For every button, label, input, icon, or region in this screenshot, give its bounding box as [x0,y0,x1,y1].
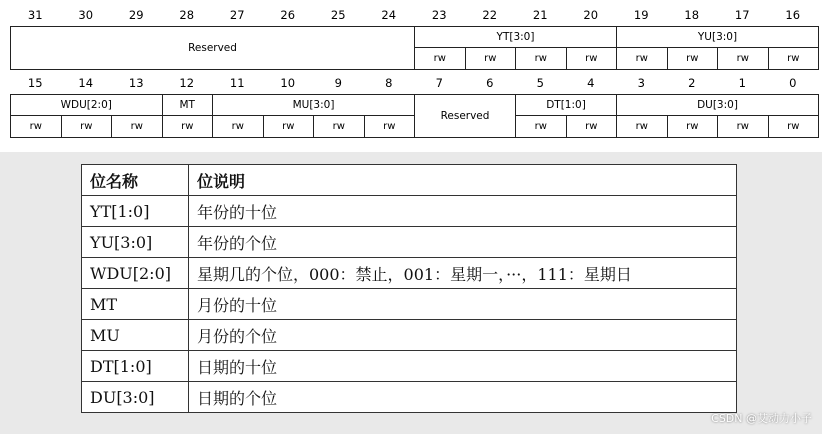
watermark: CSDN @艾动力小子 [711,412,812,425]
bit-number: 15 [27,76,43,90]
bit-number: 24 [381,8,397,22]
register-field-name: YT[3:0] [414,26,617,48]
access-type: rw [616,115,668,138]
bit-number: 19 [633,8,649,22]
access-type: rw [212,115,264,138]
bit-number: 23 [431,8,447,22]
bit-number: 20 [583,8,599,22]
bit-number: 29 [128,8,144,22]
access-type: rw [768,115,820,138]
bit-number: 16 [785,8,801,22]
bit-number: 11 [229,76,245,90]
access-type: rw [364,115,416,138]
bit-number: 22 [482,8,498,22]
access-type: rw [162,115,214,138]
register-field-name: YU[3:0] [616,26,819,48]
access-type: rw [616,47,668,70]
bit-description-cell: 日期的个位 [189,382,737,413]
table-row [82,382,737,413]
bit-number: 17 [734,8,750,22]
access-type: rw [313,115,365,138]
table-row [82,351,737,382]
bit-description-cell: 月份的个位 [189,320,737,351]
access-type: rw [111,115,163,138]
access-type: rw [10,115,62,138]
bit-description-cell: 日期的十位 [189,351,737,382]
bit-number: 7 [435,76,443,90]
table-row [82,196,737,227]
table-row [82,227,737,258]
bit-name-cell: DU[3:0] [82,382,189,413]
access-type: rw [414,47,466,70]
table-header-row [82,165,737,196]
register-field-name: MU[3:0] [212,94,415,116]
bit-description-cell: 月份的十位 [189,289,737,320]
bit-number: 5 [536,76,544,90]
bit-number: 6 [486,76,494,90]
bit-number: 12 [179,76,195,90]
access-type: rw [515,47,567,70]
bit-number: 14 [78,76,94,90]
bit-number: 28 [179,8,195,22]
access-type: rw [667,47,719,70]
table-row [82,320,737,351]
bit-name-cell: MU [82,320,189,351]
bit-number: 1 [738,76,746,90]
access-type: rw [263,115,315,138]
bit-description-cell: 位说明 [189,165,737,196]
access-type: rw [566,47,618,70]
bit-name-cell: YT[1:0] [82,196,189,227]
access-type: rw [465,47,517,70]
access-type: rw [768,47,820,70]
bit-number: 25 [330,8,346,22]
access-type: rw [566,115,618,138]
bit-number: 9 [334,76,342,90]
bit-name-cell: DT[1:0] [82,351,189,382]
register-field-name: Reserved [10,26,415,70]
access-type: rw [717,115,769,138]
bit-number: 30 [78,8,94,22]
bit-number: 4 [587,76,595,90]
access-type: rw [61,115,113,138]
bit-name-cell: WDU[2:0] [82,258,189,289]
register-field-name: DT[1:0] [515,94,617,116]
bit-name-cell: YU[3:0] [82,227,189,258]
bit-name-cell: 位名称 [82,165,189,196]
access-type: rw [717,47,769,70]
bit-number: 13 [128,76,144,90]
register-diagram [0,0,822,152]
bit-number: 21 [532,8,548,22]
bit-number: 31 [27,8,43,22]
bit-number: 3 [637,76,645,90]
bit-number: 10 [280,76,296,90]
bit-number: 0 [789,76,797,90]
bit-description-cell: 星期几的个位，000：禁止，001：星期一，···，111：星期日 [189,258,737,289]
bit-name-cell: MT [82,289,189,320]
register-field-name: DU[3:0] [616,94,819,116]
bit-number: 26 [280,8,296,22]
access-type: rw [667,115,719,138]
table-row [82,289,737,320]
bit-number: 18 [684,8,700,22]
bit-number: 2 [688,76,696,90]
register-field-name: WDU[2:0] [10,94,163,116]
register-field-name: MT [162,94,214,116]
bit-number: 27 [229,8,245,22]
register-field-name: Reserved [414,94,516,138]
bit-description-table [81,164,737,413]
access-type: rw [515,115,567,138]
table-row [82,258,737,289]
bit-number: 8 [385,76,393,90]
bit-description-cell: 年份的十位 [189,196,737,227]
bit-description-cell: 年份的个位 [189,227,737,258]
